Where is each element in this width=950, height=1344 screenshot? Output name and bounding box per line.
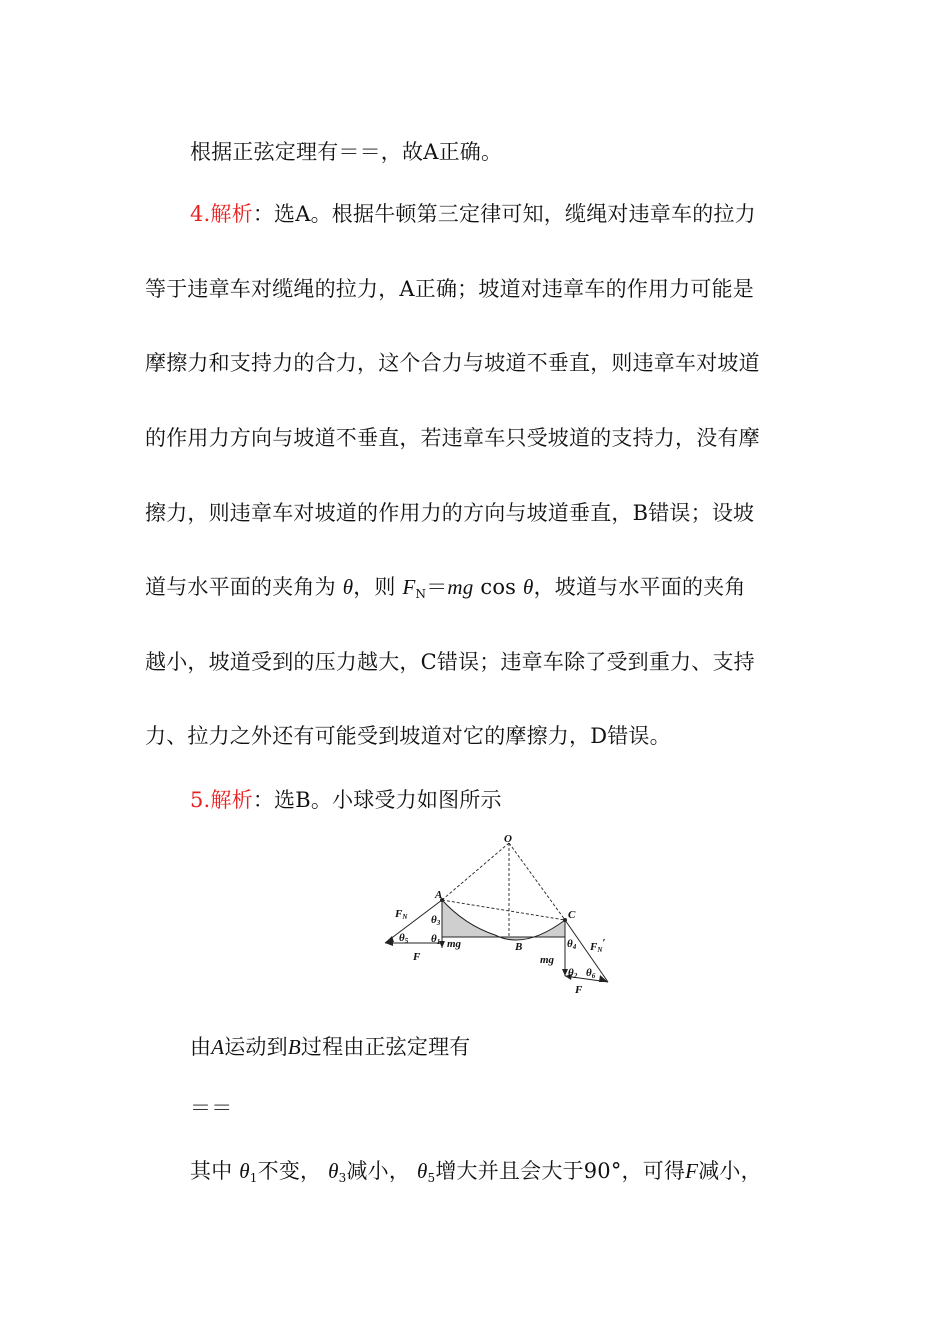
label-theta5: θ5 (399, 932, 409, 945)
text-line-8: 越小，坡道受到的压力越大，C错误；违章车除了受到重力、支持 (145, 650, 755, 674)
label-FN-right: FN′ (590, 937, 606, 954)
text-line-2: 4.解析：选A。根据牛顿第三定律可知，缆绳对违章车的拉力 (190, 202, 756, 226)
text-line-13: 其中 $\theta_1$不变， $\theta_3$减小， $\theta_5$增大并且会大于90°，可得F减小， (190, 1159, 762, 1185)
label-F-right: F (575, 984, 583, 996)
answer-label-4: 4.解析 (190, 202, 253, 226)
label-mg-left: mg (447, 938, 462, 950)
text-line-12: ＝＝ (190, 1096, 233, 1120)
label-O: O (504, 833, 512, 845)
text-line-5: 的作用力方向与坡道不垂直，若违章车只受坡道的支持力，没有摩 (145, 426, 760, 450)
label-theta3: θ3 (431, 914, 441, 927)
label-B: B (515, 941, 523, 953)
text-line-3: 等于违章车对缆绳的拉力，A正确；坡道对违章车的作用力可能是 (145, 277, 754, 301)
label-C: C (568, 909, 576, 921)
text-line-6: 擦力，则违章车对坡道的作用力的方向与坡道垂直，B错误；设坡 (145, 501, 755, 525)
force-diagram (375, 830, 615, 1005)
text-line-9: 力、拉力之外还有可能受到坡道对它的摩擦力，D错误。 (145, 724, 671, 748)
text-line-10: 5.解析：选B。小球受力如图所示 (190, 788, 502, 812)
label-mg-right: mg (540, 954, 555, 966)
label-A: A (435, 889, 443, 901)
text-line-7: 道与水平面的夹角为 θ，则 $F_N=mg$ cos θ，坡道与水平面的夹角 (145, 575, 746, 601)
text-line-4: 摩擦力和支持力的合力，这个合力与坡道不垂直，则违章车对坡道 (145, 351, 760, 375)
label-theta1: θ1 (431, 933, 441, 946)
label-FN-left: FN (395, 908, 408, 921)
label-theta4: θ4 (567, 938, 577, 951)
label-theta2: θ2 (568, 967, 578, 980)
label-F-left: F (413, 951, 421, 963)
label-theta6: θ6 (586, 967, 596, 980)
answer-label-5: 5.解析 (190, 788, 253, 812)
text-line-11: 由A运动到B过程由正弦定理有 (190, 1035, 471, 1059)
text-line-1: 根据正弦定理有＝＝，故A正确。 (190, 140, 503, 164)
